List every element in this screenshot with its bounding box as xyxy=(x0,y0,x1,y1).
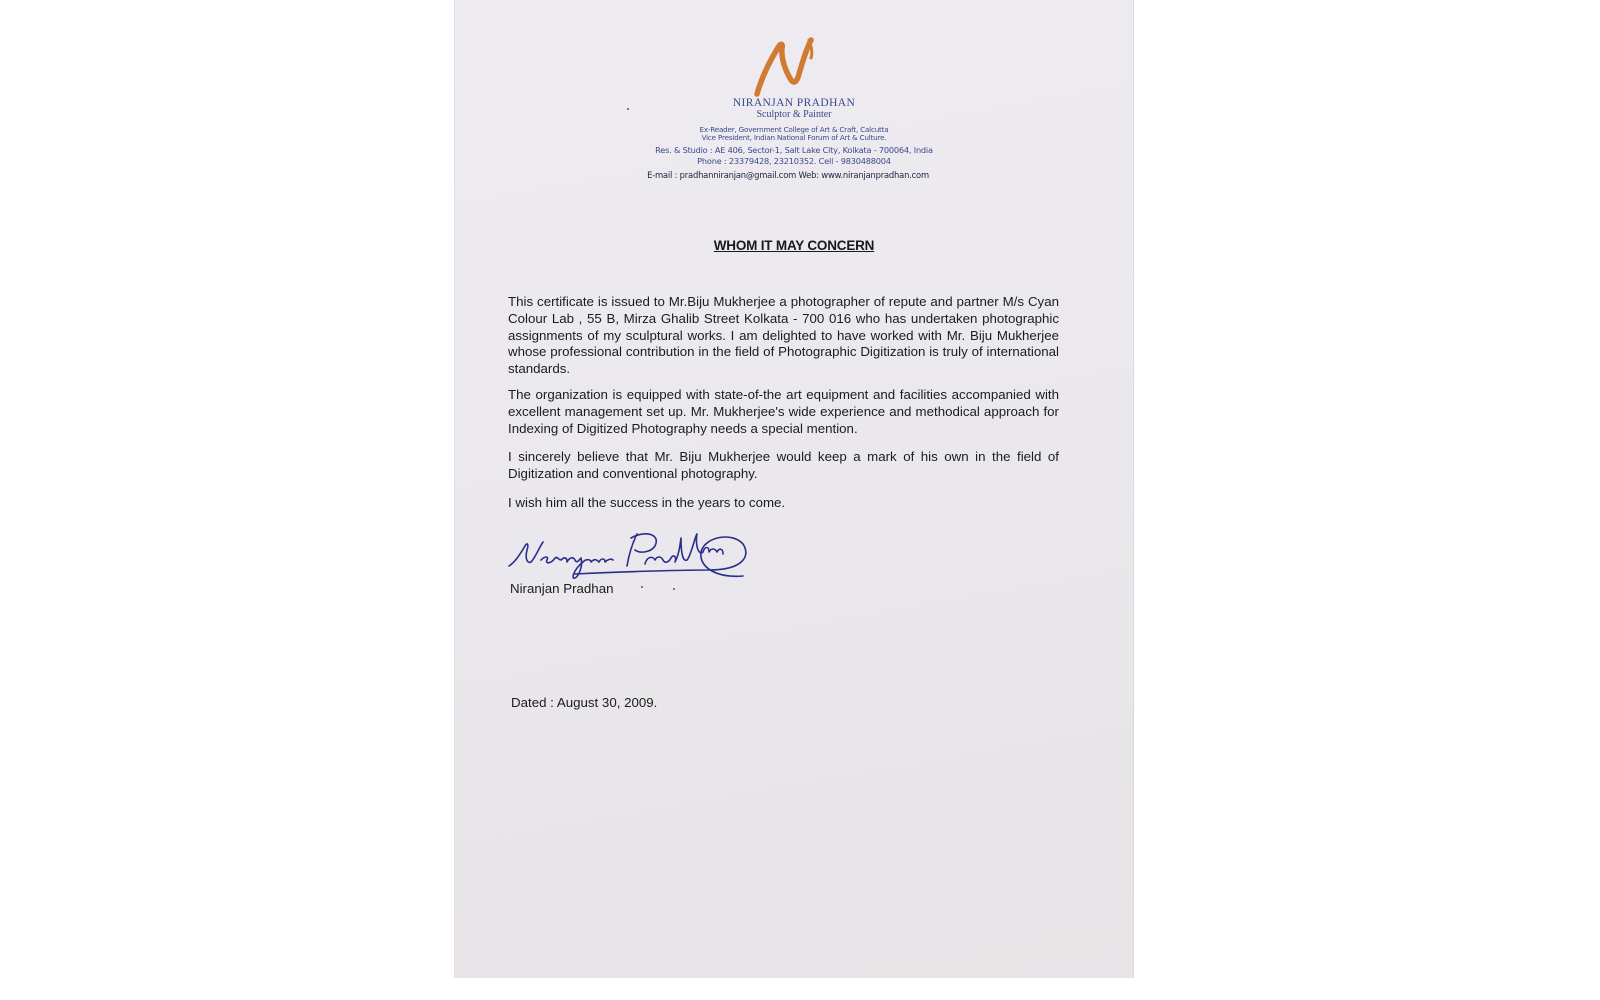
paragraph-4: I wish him all the success in the years to come. xyxy=(508,495,786,510)
letterhead-name: NIRANJAN PRADHAN xyxy=(732,97,856,109)
letter-page xyxy=(455,0,1133,978)
paragraph-2: The organization is equipped with state-of-the art equipment and facilities accompanied with excellent management set up. Mr. Mukherjee's wide experience and methodical approach for Indexing of Digitized Photography needs a special mention. xyxy=(508,387,1059,436)
stylized-n-logo-icon xyxy=(751,36,817,100)
letterhead-contact: E-mail : pradhanniranjan@gmail.com Web: www.niranjanpradhan.com xyxy=(647,170,929,180)
paragraph-3: I sincerely believe that Mr. Biju Mukherjee would keep a mark of his own in the field of Digitization and conventional photography. xyxy=(508,449,1059,481)
letterhead-address: Res. & Studio : AE 406, Sector-1, Salt Lake City, Kolkata - 700064, India xyxy=(655,145,933,155)
ink-speck xyxy=(641,586,643,588)
ink-speck xyxy=(673,588,675,590)
letterhead-subtitle: Sculptor & Painter xyxy=(756,109,832,120)
letterhead-credential-1: Ex-Reader, Government College of Art & Craft, Calcutta xyxy=(699,125,889,134)
signer-name: Niranjan Pradhan xyxy=(510,581,614,596)
ink-speck xyxy=(627,108,629,110)
document-date: Dated : August 30, 2009. xyxy=(511,695,658,710)
paragraph-1: This certificate is issued to Mr.Biju Mukherjee a photographer of repute and partner M/s Cyan Colour Lab , 55 B, Mirza Ghalib Street Kolkata - 700 016 who has undertaken photographic assignments of my sculptural works. I am delighted to have worked with Mr. Biju Mukherjee whose professional contribution in the field of Photographic Digitization is truly of international standards. xyxy=(508,294,1059,377)
handwritten-signature-icon xyxy=(505,526,755,588)
document-title: WHOM IT MAY CONCERN xyxy=(713,238,875,253)
letterhead-credential-2: Vice President, Indian National Forum of Art & Culture. xyxy=(701,133,887,142)
letterhead-phone: Phone : 23379428, 23210352. Cell - 9830488004 xyxy=(697,156,891,166)
